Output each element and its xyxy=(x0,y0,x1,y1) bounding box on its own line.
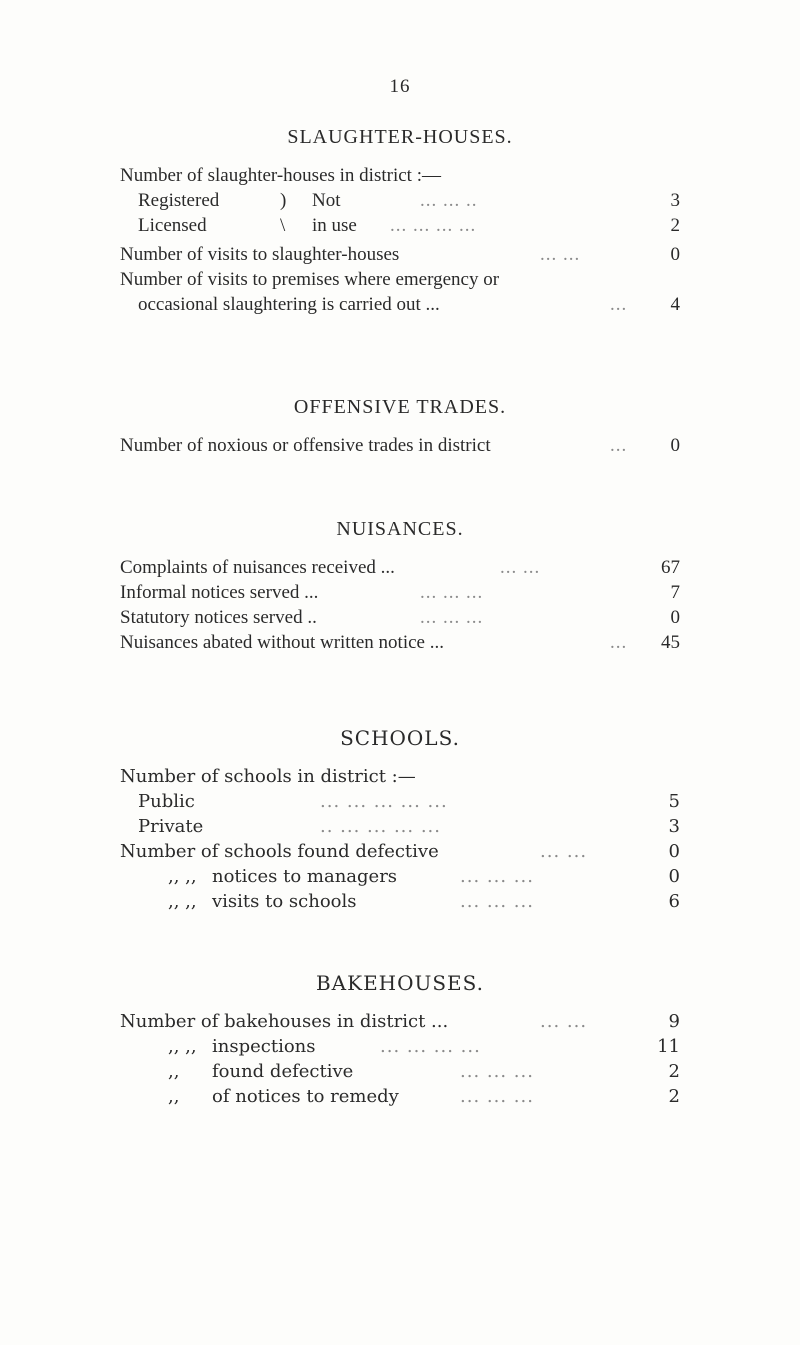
private-label: Private xyxy=(138,816,204,837)
emergency-label-line2: occasional slaughtering is carried out ... xyxy=(138,294,440,315)
noxious-row xyxy=(120,433,680,458)
emergency-row-1 xyxy=(120,267,680,292)
notices-managers-dots: ... ... ... xyxy=(460,866,534,887)
remedy-notices-row xyxy=(120,1084,680,1109)
defective-schools-value: 0 xyxy=(668,841,680,862)
nuisance-label: Statutory notices served .. xyxy=(120,607,317,628)
slaughter-registration-block xyxy=(120,188,680,238)
licensed-row xyxy=(120,213,680,238)
noxious-label: Number of noxious or offensive trades in district xyxy=(120,435,491,456)
private-value: 3 xyxy=(668,816,680,837)
page-number: 16 xyxy=(389,76,411,97)
bakehouses-defective-value: 2 xyxy=(668,1061,680,1082)
defective-schools-row xyxy=(120,839,680,864)
nuisance-value: 7 xyxy=(670,582,680,603)
nuisance-value: 0 xyxy=(670,607,680,628)
nuisances-title: NUISANCES. xyxy=(336,518,464,540)
nuisances-section xyxy=(120,518,680,655)
not-label: Not xyxy=(312,190,341,211)
inspections-dots: ... ... ... ... xyxy=(380,1036,481,1057)
bakehouses-defective-row xyxy=(120,1059,680,1084)
brace-top: ) xyxy=(280,190,287,211)
slaughter-houses-section xyxy=(120,126,680,317)
bakehouses-number-row xyxy=(120,1009,680,1034)
nuisance-label: Informal notices served ... xyxy=(120,582,319,603)
in-use-dots: ... ... ... ... xyxy=(390,215,477,236)
school-visits-row xyxy=(120,889,680,914)
in-use-label: in use xyxy=(312,215,357,236)
ditto-marks: ,, ,, xyxy=(168,866,197,887)
slaughter-intro-row xyxy=(120,163,680,188)
schools-intro-row xyxy=(120,764,680,789)
schools-section xyxy=(120,726,680,914)
emergency-dots: ... xyxy=(610,294,628,315)
registered-label: Registered xyxy=(138,190,220,211)
public-row xyxy=(120,789,680,814)
slaughter-visits-value: 0 xyxy=(670,244,680,265)
notices-managers-label: notices to managers xyxy=(212,866,398,887)
defective-schools-dots: ... ... xyxy=(540,841,588,862)
notices-managers-value: 0 xyxy=(668,866,680,887)
nuisance-label: Nuisances abated without written notice ... xyxy=(120,632,444,653)
public-value: 5 xyxy=(668,791,680,812)
ditto-mark: ,, xyxy=(168,1086,180,1107)
slaughter-visits-dots: ... ... xyxy=(540,244,581,265)
ditto-marks: ,, ,, xyxy=(168,1036,197,1057)
inspections-label: inspections xyxy=(212,1036,316,1057)
list-item xyxy=(120,630,680,655)
inspections-row xyxy=(120,1034,680,1059)
school-visits-label: visits to schools xyxy=(212,891,357,912)
emergency-row-2 xyxy=(120,292,680,317)
bakehouses-title: BAKEHOUSES. xyxy=(315,971,485,995)
ditto-mark: ,, xyxy=(168,1061,180,1082)
bakehouses-defective-label: found defective xyxy=(212,1061,354,1082)
emergency-label-line1: Number of visits to premises where emergency or xyxy=(120,269,500,290)
nuisance-value: 67 xyxy=(661,557,680,578)
offensive-trades-section xyxy=(120,396,680,458)
slaughter-visits-row xyxy=(120,242,680,267)
remedy-notices-label: of notices to remedy xyxy=(212,1086,399,1107)
ditto-marks: ,, ,, xyxy=(168,891,197,912)
slaughter-visits-label: Number of visits to slaughter-houses xyxy=(120,244,400,265)
slaughter-houses-title: SLAUGHTER-HOUSES. xyxy=(287,126,513,148)
bakehouses-number-value: 9 xyxy=(668,1011,680,1032)
school-visits-dots: ... ... ... xyxy=(460,891,534,912)
brace-bottom: \ xyxy=(280,215,286,236)
noxious-value: 0 xyxy=(670,435,680,456)
schools-intro: Number of schools in district :— xyxy=(120,766,416,787)
in-use-value: 2 xyxy=(670,215,680,236)
slaughter-intro: Number of slaughter-houses in district :— xyxy=(120,165,441,186)
nuisance-dots: ... xyxy=(610,632,628,653)
emergency-value: 4 xyxy=(670,294,680,315)
bakehouses-section xyxy=(120,971,680,1109)
offensive-trades-title: OFFENSIVE TRADES. xyxy=(293,396,507,418)
bakehouses-defective-dots: ... ... ... xyxy=(460,1061,534,1082)
licensed-label: Licensed xyxy=(138,215,207,236)
not-dots: ... ... .. xyxy=(420,190,478,211)
nuisance-dots: ... ... xyxy=(500,557,541,578)
school-visits-value: 6 xyxy=(668,891,680,912)
list-item xyxy=(120,580,680,605)
private-dots: .. ... ... ... ... xyxy=(320,816,441,837)
list-item xyxy=(120,605,680,630)
list-item xyxy=(120,555,680,580)
public-dots: ... ... ... ... ... xyxy=(320,791,448,812)
bakehouses-number-label: Number of bakehouses in district ... xyxy=(120,1011,449,1032)
nuisance-dots: ... ... ... xyxy=(420,582,484,603)
private-row xyxy=(120,814,680,839)
noxious-dots: ... xyxy=(610,435,628,456)
remedy-notices-value: 2 xyxy=(668,1086,680,1107)
defective-schools-label: Number of schools found defective xyxy=(120,841,439,862)
public-label: Public xyxy=(138,791,195,812)
remedy-notices-dots: ... ... ... xyxy=(460,1086,534,1107)
notices-managers-row xyxy=(120,864,680,889)
schools-title: SCHOOLS. xyxy=(340,726,460,750)
nuisance-value: 45 xyxy=(661,632,680,653)
nuisance-dots: ... ... ... xyxy=(420,607,484,628)
registered-row xyxy=(120,188,680,213)
not-in-use-value: 3 xyxy=(670,190,680,211)
nuisance-label: Complaints of nuisances received ... xyxy=(120,557,395,578)
inspections-value: 11 xyxy=(657,1036,680,1057)
bakehouses-number-dots: ... ... xyxy=(540,1011,588,1032)
